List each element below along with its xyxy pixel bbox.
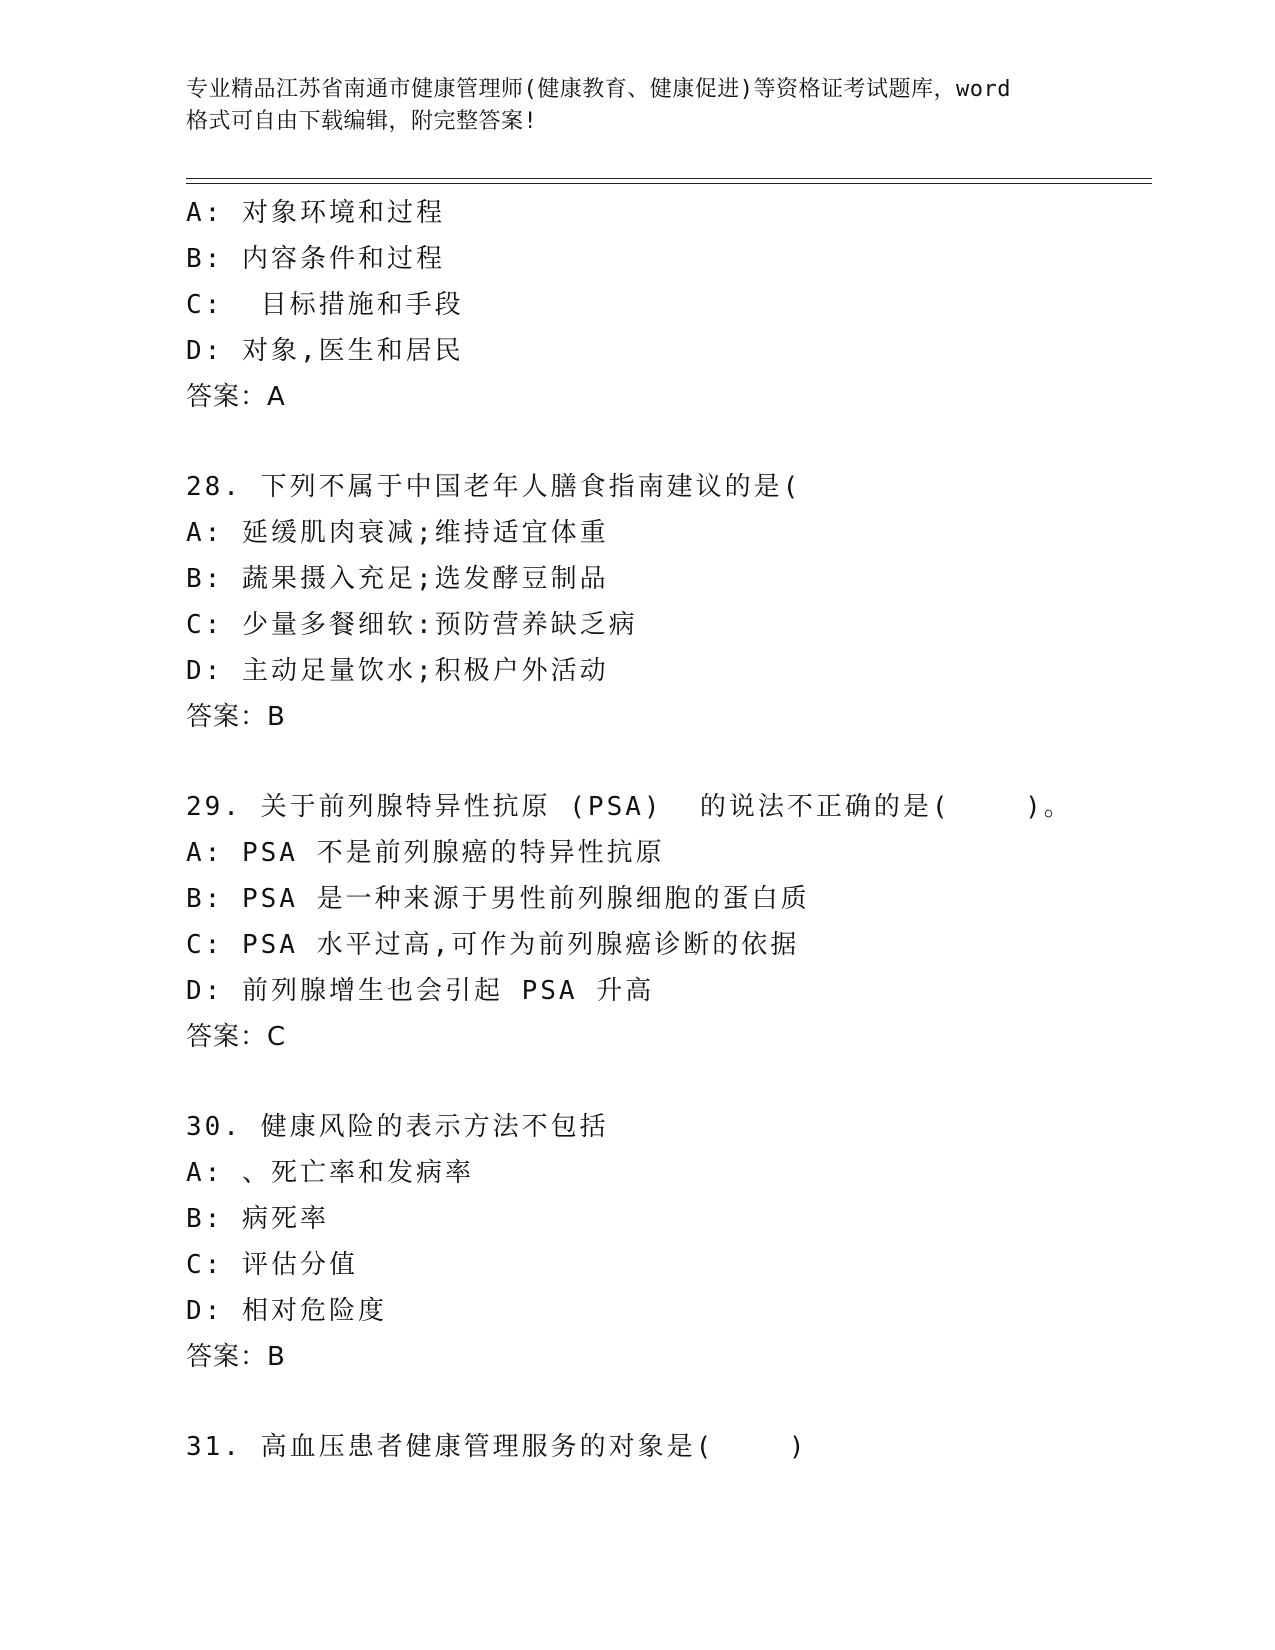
question-block <box>186 464 1146 740</box>
option-a: A: 延缓肌肉衰减;维持适宜体重 <box>186 518 609 548</box>
option-a: A: PSA 不是前列腺癌的特异性抗原 <box>186 838 665 868</box>
question-stem <box>186 1104 1146 1150</box>
question-text: 高血压患者健康管理服务的对象是( ) <box>260 1432 808 1462</box>
option-d: D: 相对危险度 <box>186 1296 387 1326</box>
option-b: B: 蔬果摄入充足;选发酵豆制品 <box>186 564 609 594</box>
question-number: 31. <box>186 1432 242 1462</box>
question-block <box>186 1424 1146 1470</box>
question-stem <box>186 464 1146 510</box>
option-c: C: PSA 水平过高,可作为前列腺癌诊断的依据 <box>186 930 800 960</box>
question-number: 28. <box>186 472 242 502</box>
question-block <box>186 1104 1146 1380</box>
question-block <box>186 190 1146 420</box>
answer: 答案：C <box>186 1022 287 1052</box>
question-number: 29. <box>186 792 242 822</box>
question-block <box>186 784 1146 1060</box>
option-c: C: 评估分值 <box>186 1250 358 1280</box>
option-b: B: 内容条件和过程 <box>186 244 445 274</box>
question-number: 30. <box>186 1112 242 1142</box>
header-line-2: 格式可自由下载编辑，附完整答案! <box>186 109 538 134</box>
answer: 答案：B <box>186 1342 286 1372</box>
option-d: D: 前列腺增生也会引起 PSA 升高 <box>186 976 655 1006</box>
question-stem <box>186 1424 1146 1470</box>
header-rule-top <box>186 178 1152 179</box>
answer: 答案：A <box>186 382 286 412</box>
option-a: A: 对象环境和过程 <box>186 198 445 228</box>
document-header <box>186 74 1166 138</box>
question-stem <box>186 784 1146 830</box>
question-text: 关于前列腺特异性抗原 (PSA) 的说法不正确的是( )。 <box>260 792 1073 822</box>
option-b: B: PSA 是一种来源于男性前列腺细胞的蛋白质 <box>186 884 810 914</box>
header-line-1: 专业精品江苏省南通市健康管理师(健康教育、健康促进)等资格证考试题库，word <box>186 77 1011 102</box>
option-d: D: 对象,医生和居民 <box>186 336 464 366</box>
question-list <box>186 190 1146 1470</box>
question-text: 健康风险的表示方法不包括 <box>260 1112 609 1142</box>
question-text: 下列不属于中国老年人膳食指南建议的是( <box>260 472 802 502</box>
option-c: C: 目标措施和手段 <box>186 290 464 320</box>
option-d: D: 主动足量饮水;积极户外活动 <box>186 656 609 686</box>
option-b: B: 病死率 <box>186 1204 329 1234</box>
answer: 答案：B <box>186 702 286 732</box>
option-a: A: 、死亡率和发病率 <box>186 1158 474 1188</box>
header-rule-bottom <box>186 183 1152 184</box>
option-c: C: 少量多餐细软:预防营养缺乏病 <box>186 610 638 640</box>
